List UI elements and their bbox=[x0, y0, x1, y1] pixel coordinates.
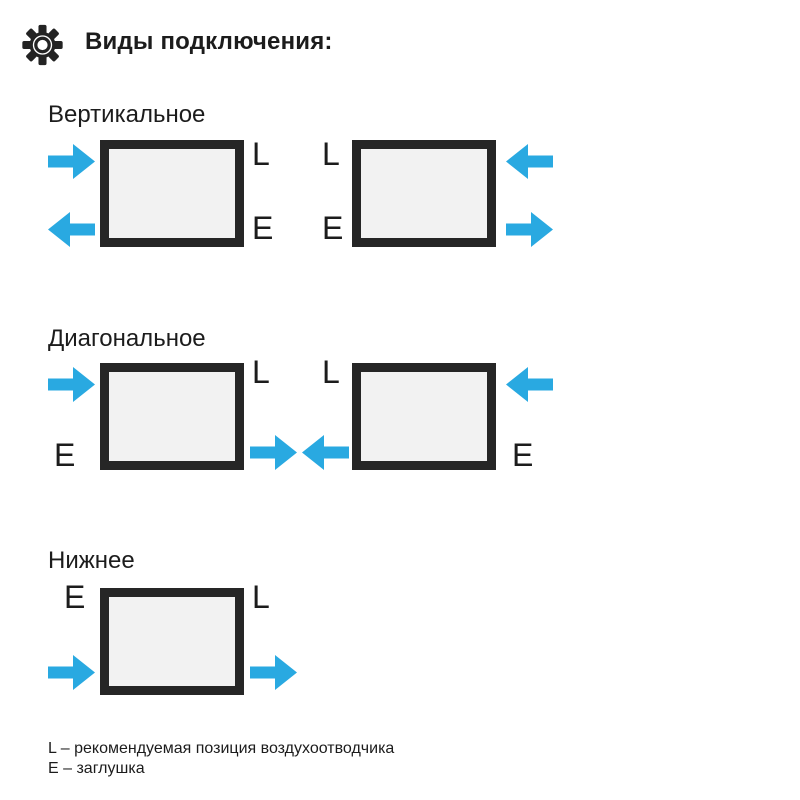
arrow-right-icon bbox=[250, 435, 297, 470]
plug-label: E bbox=[512, 437, 534, 473]
arrow-left-icon bbox=[48, 212, 95, 247]
section-title-diagonal: Диагональное bbox=[48, 325, 206, 352]
arrow-right-icon bbox=[48, 144, 95, 179]
gear-icon bbox=[21, 23, 64, 67]
radiator-box bbox=[352, 363, 496, 470]
plug-label: E bbox=[252, 210, 274, 246]
legend-air-vent: L – рекомендуемая позиция воздухоотводчика bbox=[48, 740, 395, 757]
air-vent-label: L bbox=[252, 579, 270, 615]
plug-label: E bbox=[64, 579, 86, 615]
arrow-left-icon bbox=[506, 367, 553, 402]
air-vent-label: L bbox=[322, 136, 340, 172]
arrow-left-icon bbox=[506, 144, 553, 179]
arrow-right-icon bbox=[48, 367, 95, 402]
air-vent-label: L bbox=[252, 354, 270, 390]
plug-label: E bbox=[322, 210, 344, 246]
arrow-left-icon bbox=[302, 435, 349, 470]
page-title: Виды подключения: bbox=[85, 28, 333, 55]
arrow-right-icon bbox=[48, 655, 95, 690]
arrow-right-icon bbox=[506, 212, 553, 247]
radiator-box bbox=[100, 588, 244, 695]
plug-label: E bbox=[54, 437, 76, 473]
air-vent-label: L bbox=[252, 136, 270, 172]
radiator-box bbox=[100, 140, 244, 247]
legend-plug: E – заглушка bbox=[48, 760, 145, 777]
air-vent-label: L bbox=[322, 354, 340, 390]
radiator-box bbox=[100, 363, 244, 470]
arrow-right-icon bbox=[250, 655, 297, 690]
section-title-bottom: Нижнее bbox=[48, 547, 135, 574]
radiator-box bbox=[352, 140, 496, 247]
section-title-vertical: Вертикальное bbox=[48, 101, 206, 128]
